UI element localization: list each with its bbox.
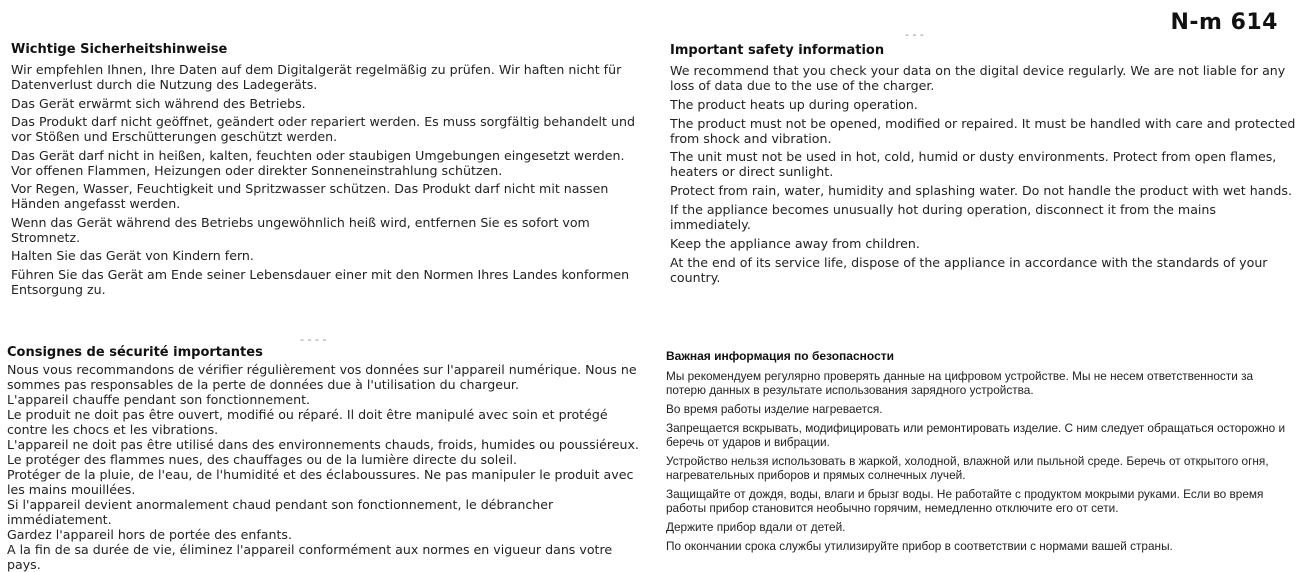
safety-item: По окончании срока службы утилизируйте прибор в соответствии с нормами вашей страны. <box>666 539 1173 553</box>
safety-item: Le produit ne doit pas être ouvert, modifié ou réparé. Il doit être manipulé avec soin et protégé contre les chocs et les vibrations. <box>7 407 608 437</box>
safety-item: If the appliance becomes unusually hot during operation, disconnect it from the mains immediately. <box>670 201 1216 232</box>
safety-item: The product heats up during operation. <box>670 96 918 112</box>
safety-section-fr <box>7 345 641 572</box>
safety-item: The unit must not be used in hot, cold, humid or dusty environments. Protect from open flames, heaters or direct sunlight. <box>670 149 1277 180</box>
safety-item: L'appareil ne doit pas être utilisé dans des environnements chauds, froids, humides ou poussiéreux. Le protéger des flammes nues, des chauffages ou de la lumière directe du soleil. <box>7 437 639 467</box>
safety-item: Führen Sie das Gerät am Ende seiner Lebensdauer einer mit den Normen Ihres Landes konformen Entsorgung zu. <box>11 266 630 297</box>
safety-item: Das Produkt darf nicht geöffnet, geändert oder repariert werden. Es muss sorgfältig behandelt und vor Stößen und Erschütterungen geschützt werden. <box>11 114 635 144</box>
section-title: Важная информация по безопасности <box>666 349 894 363</box>
section-title: Wichtige Sicherheitshinweise <box>11 42 228 57</box>
safety-item: Защищайте от дождя, воды, влаги и брызг воды. Не работайте с продуктом мокрыми руками. Если во время работы прибор становится необычно горячим, немедленно отключите его от сети. <box>666 487 1264 515</box>
safety-section-ru <box>666 349 1294 558</box>
safety-item: Wenn das Gerät während des Betriebs ungewöhnlich heiß wird, entfernen Sie es sofort vom Stromnetz. <box>11 214 590 245</box>
safety-item: Das Gerät erwärmt sich während des Betriebs. <box>11 95 306 111</box>
safety-item: The product must not be opened, modified or repaired. It must be handled with care and protected from shock and vibration. <box>670 115 1296 146</box>
safety-item: L'appareil chauffe pendant son fonctionnement. <box>7 392 311 407</box>
safety-item: Wir empfehlen Ihnen, Ihre Daten auf dem Digitalgerät regelmäßig zu prüfen. Wir haften nicht für Datenverlust durch die Nutzung des Ladegeräts. <box>11 62 622 92</box>
safety-item: Protéger de la pluie, de l'eau, de l'humidité et des éclaboussures. Ne pas manipuler le produit avec les mains mouillées. <box>7 467 634 497</box>
safety-item: Устройство нельзя использовать в жаркой, холодной, влажной или пыльной среде. Беречь от открытого огня, нагревательных приборов и прямых солнечных лучей. <box>666 454 1269 482</box>
safety-section-de <box>11 42 641 300</box>
scan-artifact: - - - <box>905 28 924 41</box>
safety-item: Si l'appareil devient anormalement chaud pendant son fonctionnement, le débrancher immédiatement. <box>7 497 554 527</box>
scan-artifact: - - - - <box>300 333 327 346</box>
safety-item: Держите прибор вдали от детей. <box>666 520 846 534</box>
section-title: Important safety information <box>670 43 885 58</box>
section-title: Consignes de sécurité importantes <box>7 345 263 360</box>
model-number: N-m 614 <box>1170 10 1278 35</box>
safety-item: A la fin de sa durée de vie, éliminez l'appareil conformément aux normes en vigueur dans votre pays. <box>7 542 613 572</box>
safety-item: Nous vous recommandons de vérifier régulièrement vos données sur l'appareil numérique. Nous ne sommes pas responsables de la perte de données due à l'utilisation du chargeur. <box>7 362 637 392</box>
safety-item: Во время работы изделие нагревается. <box>666 402 883 416</box>
safety-item: We recommend that you check your data on the digital device regularly. We are not liable for any loss of data due to the use of the charger. <box>670 63 1286 93</box>
safety-section-en <box>670 43 1298 288</box>
safety-item: Keep the appliance away from children. <box>670 235 920 251</box>
safety-item: At the end of its service life, dispose of the appliance in accordance with the standards of your country. <box>670 254 1268 285</box>
safety-item: Gardez l'appareil hors de portée des enfants. <box>7 527 292 542</box>
safety-item: Protect from rain, water, humidity and splashing water. Do not handle the product with wet hands. <box>670 183 1292 199</box>
safety-item: Das Gerät darf nicht in heißen, kalten, feuchten oder staubigen Umgebungen eingesetzt werden. Vor offenen Flammen, Heizungen oder direkter Sonneneinstrahlung schützen. <box>11 147 625 178</box>
safety-item: Halten Sie das Gerät von Kindern fern. <box>11 248 254 263</box>
safety-item: Запрещается вскрывать, модифицировать или ремонтировать изделие. С ним следует обращаться осторожно и беречь от ударов и вибрации. <box>666 421 1286 449</box>
safety-item: Vor Regen, Wasser, Feuchtigkeit und Spritzwasser schützen. Das Produkt darf nicht mit nassen Händen angefasst werden. <box>11 181 609 211</box>
safety-item: Мы рекомендуем регулярно проверять данные на цифровом устройстве. Мы не несем ответственности за потерю данных в результате использования зарядного устройства. <box>666 369 1254 397</box>
